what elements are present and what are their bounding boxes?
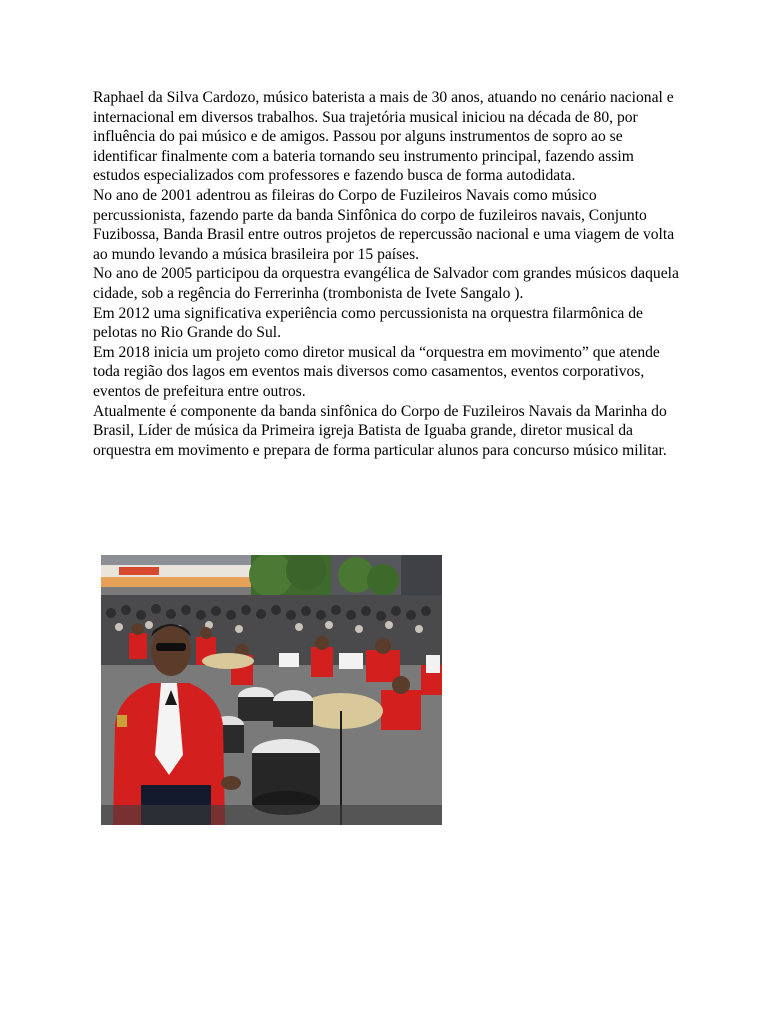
paragraph-2005: No ano de 2005 participou da orquestra evangélica de Salvador com grandes músicos daquela cidade, sob a regência do Ferrerinha (trombonista de Ivete Sangalo ). bbox=[93, 265, 679, 302]
biography-text bbox=[93, 88, 683, 460]
drummer-photo-illustration bbox=[101, 555, 442, 825]
drummer-photo bbox=[101, 555, 442, 825]
paragraph-current: Atualmente é componente da banda sinfônica do Corpo de Fuzileiros Navais da Marinha do Brasil, Líder de música da Primeira igreja Batista de Iguaba grande, diretor musical da orquestra em movimento e prepara de forma particular alunos para concurso músico militar. bbox=[93, 402, 667, 459]
paragraph-intro: Raphael da Silva Cardozo, músico baterista a mais de 30 anos, atuando no cenário nacional e internacional em diversos trabalhos. Sua trajetória musical iniciou na década de 80, por influência do pai músico e de amigos. Passou por alguns instrumentos de sopro ao se identificar finalmente com a bateria tornando seu instrumento principal, fazendo assim estudos especializados com professores e fazendo busca de forma autodidata. bbox=[93, 89, 674, 185]
paragraph-2001: No ano de 2001 adentrou as fileiras do Corpo de Fuzileiros Navais como músico percussionista, fazendo parte da banda Sinfônica do corpo de fuzileiros navais, Conjunto Fuzibossa, Banda Brasil entre outros projetos de repercussão nacional e uma viagem de volta ao mundo levando a música brasileira por 15 países. bbox=[93, 186, 675, 263]
paragraph-2012: Em 2012 uma significativa experiência como percussionista na orquestra filarmônica de pelotas no Rio Grande do Sul. bbox=[93, 304, 643, 342]
paragraph-2018: Em 2018 inicia um projeto como diretor musical da “orquestra em movimento” que atende toda região dos lagos em eventos mais diversos como casamentos, eventos corporativos, eventos de prefeitura entre outros. bbox=[93, 343, 660, 400]
